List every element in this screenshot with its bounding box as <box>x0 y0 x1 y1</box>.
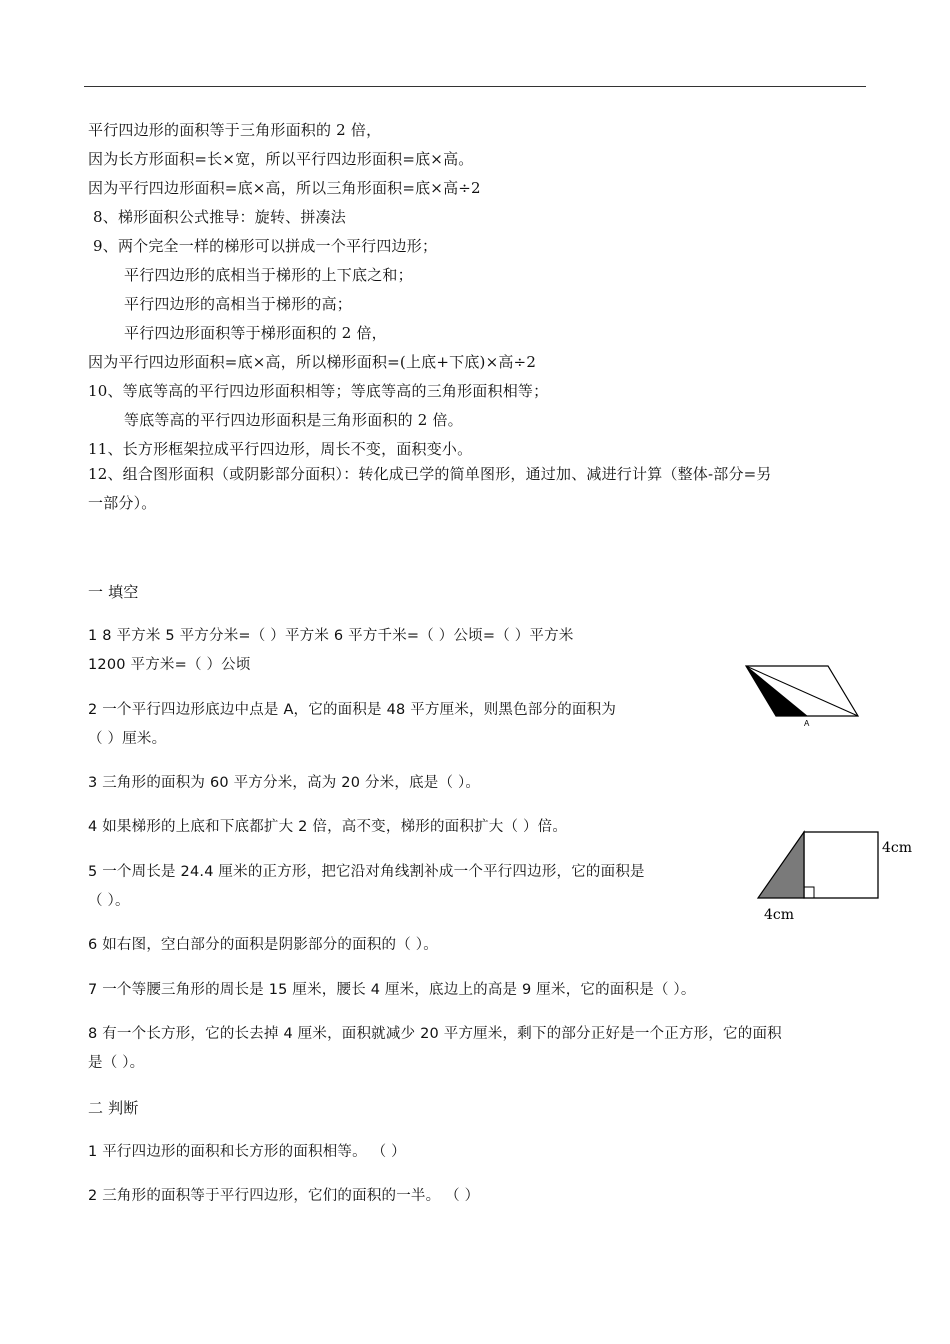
section-judge-heading: 二 判断 <box>88 1099 139 1117</box>
note-line-1: 平行四边形的面积等于三角形面积的 2 倍， <box>88 121 382 139</box>
midpoint-label: A <box>804 719 810 728</box>
note-line-12: 11、长方形框架拉成平行四边形，周长不变，面积变小。 <box>88 440 473 458</box>
square-side-label: 4cm <box>882 840 913 856</box>
square-triangle-figure <box>754 826 914 926</box>
fill-q2-line2: （ ）厘米。 <box>88 731 167 747</box>
square-outline <box>804 832 878 898</box>
note-line-10: 10、等底等高的平行四边形面积相等；等底等高的三角形面积相等； <box>88 382 549 400</box>
fill-q3: 3 三角形的面积为 60 平方分米，高为 20 分米，底是（ ）。 <box>88 775 481 791</box>
header-rule <box>84 86 866 87</box>
right-angle-mark <box>804 887 814 898</box>
note-line-9: 因为平行四边形面积=底×高，所以梯形面积=(上底+下底)×高÷2 <box>88 353 537 371</box>
note-line-13: 12、组合图形面积（或阴影部分面积）：转化成已学的简单图形，通过加、减进行计算（整体-部分=另 <box>88 465 772 483</box>
parallelogram-figure <box>744 664 860 728</box>
fill-q4: 4 如果梯形的上底和下底都扩大 2 倍，高不变，梯形的面积扩大（ ）倍。 <box>88 819 568 835</box>
section-fill-heading: 一 填空 <box>88 583 139 601</box>
note-line-8: 平行四边形面积等于梯形面积的 2 倍， <box>124 324 387 342</box>
note-line-2: 因为长方形面积=长×宽，所以平行四边形面积=底×高。 <box>88 150 474 168</box>
note-line-11: 等底等高的平行四边形面积是三角形面积的 2 倍。 <box>124 411 463 429</box>
fill-q8-line1: 8 有一个长方形，它的长去掉 4 厘米，面积就减少 20 平方厘米，剩下的部分正好是一个正方形，它的面积 <box>88 1026 782 1042</box>
fill-q7: 7 一个等腰三角形的周长是 15 厘米，腰长 4 厘米，底边上的高是 9 厘米，它的面积是（ ）。 <box>88 982 696 998</box>
fill-q5-line2: （ ）。 <box>88 893 130 909</box>
fill-q5-line1: 5 一个周长是 24.4 厘米的正方形，把它沿对角线割补成一个平行四边形，它的面积是 <box>88 864 645 880</box>
fill-q1-line2: 1200 平方米=（ ）公顷 <box>88 657 251 673</box>
note-line-5: 9、两个完全一样的梯形可以拼成一个平行四边形； <box>93 237 438 255</box>
fill-q6: 6 如右图，空白部分的面积是阴影部分的面积的（ ）。 <box>88 937 438 953</box>
fill-q2-line1: 2 一个平行四边形底边中点是 A，它的面积是 48 平方厘米，则黑色部分的面积为 <box>88 702 617 718</box>
shaded-triangle <box>758 832 804 898</box>
note-line-4: 8、梯形面积公式推导：旋转、拼凑法 <box>93 208 346 226</box>
triangle-base-label: 4cm <box>764 907 795 923</box>
note-line-3: 因为平行四边形面积=底×高，所以三角形面积=底×高÷2 <box>88 179 481 197</box>
note-line-6: 平行四边形的底相当于梯形的上下底之和； <box>124 266 413 284</box>
judge-q2: 2 三角形的面积等于平行四边形，它们的面积的一半。 （ ） <box>88 1188 480 1204</box>
note-line-14: 一部分）。 <box>88 494 157 512</box>
note-line-7: 平行四边形的高相当于梯形的高； <box>124 295 353 313</box>
fill-q1-line1: 1 8 平方米 5 平方分米=（ ）平方米 6 平方千米=（ ）公顷=（ ）平方米 <box>88 628 574 644</box>
judge-q1: 1 平行四边形的面积和长方形的面积相等。 （ ） <box>88 1144 406 1160</box>
fill-q8-line2: 是（ ）。 <box>88 1055 145 1071</box>
